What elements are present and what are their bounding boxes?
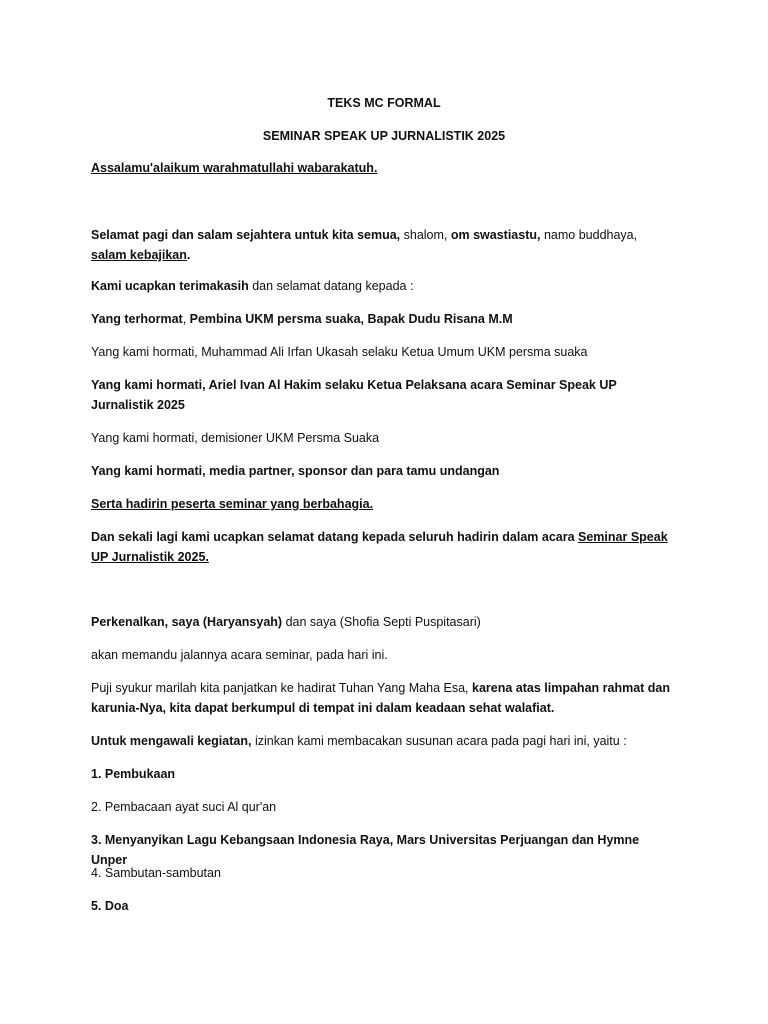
respect-line-5: Yang kami hormati, media partner, sponsor dan para tamu undangan — [91, 464, 500, 478]
respect-line-1: Yang terhormat, Pembina UKM persma suaka, Bapak Dudu Risana M.M — [91, 312, 513, 326]
agenda-intro-paragraph: Untuk mengawali kegiatan, izinkan kami membacakan susunan acara pada pagi hari ini, yaitu : — [91, 734, 627, 748]
respect-line-6: Serta hadirin peserta seminar yang berbahagia. — [91, 497, 374, 511]
agenda-item: 3. Menyanyikan Lagu Kebangsaan Indonesia Raya, Mars Universitas Perjuangan dan Hymne Unper — [91, 833, 640, 867]
welcome-again-paragraph: Dan sekali lagi kami ucapkan selamat datang kepada seluruh hadirin dalam acara Seminar Speak UP Jurnalistik 2025. — [91, 530, 668, 564]
gratitude-paragraph: Puji syukur marilah kita panjatkan ke hadirat Tuhan Yang Maha Esa, karena atas limpahan rahmat dan karunia-Nya, kita dapat berkumpul di tempat ini dalam keadaan sehat walafiat. — [91, 681, 671, 715]
salam-opening: Assalamu'alaikum warahmatullahi wabarakatuh. — [91, 161, 378, 175]
greeting-paragraph: Selamat pagi dan salam sejahtera untuk kita semua, shalom, om swastiastu, namo buddhaya, salam kebajikan. — [91, 228, 638, 262]
agenda-item: 4. Sambutan-sambutan — [91, 866, 221, 880]
document-subtitle: SEMINAR SPEAK UP JURNALISTIK 2025 — [262, 129, 506, 143]
thanks-paragraph: Kami ucapkan terimakasih dan selamat datang kepada : — [91, 279, 414, 293]
respect-line-4: Yang kami hormati, demisioner UKM Persma Suaka — [91, 431, 380, 445]
agenda-item: 5. Doa — [91, 899, 129, 913]
guide-paragraph: akan memandu jalannya acara seminar, pada hari ini. — [91, 648, 388, 662]
agenda-item: 2. Pembacaan ayat suci Al qur'an — [91, 800, 277, 814]
respect-line-3: Yang kami hormati, Ariel Ivan Al Hakim selaku Ketua Pelaksana acara Seminar Speak UP Jurnalistik 2025 — [91, 378, 617, 412]
respect-line-2: Yang kami hormati, Muhammad Ali Irfan Ukasah selaku Ketua Umum UKM persma suaka — [91, 345, 588, 359]
intro-paragraph: Perkenalkan, saya (Haryansyah) dan saya (Shofia Septi Puspitasari) — [91, 615, 481, 629]
document-title: TEKS MC FORMAL — [327, 96, 441, 110]
agenda-item: 1. Pembukaan — [91, 767, 176, 781]
